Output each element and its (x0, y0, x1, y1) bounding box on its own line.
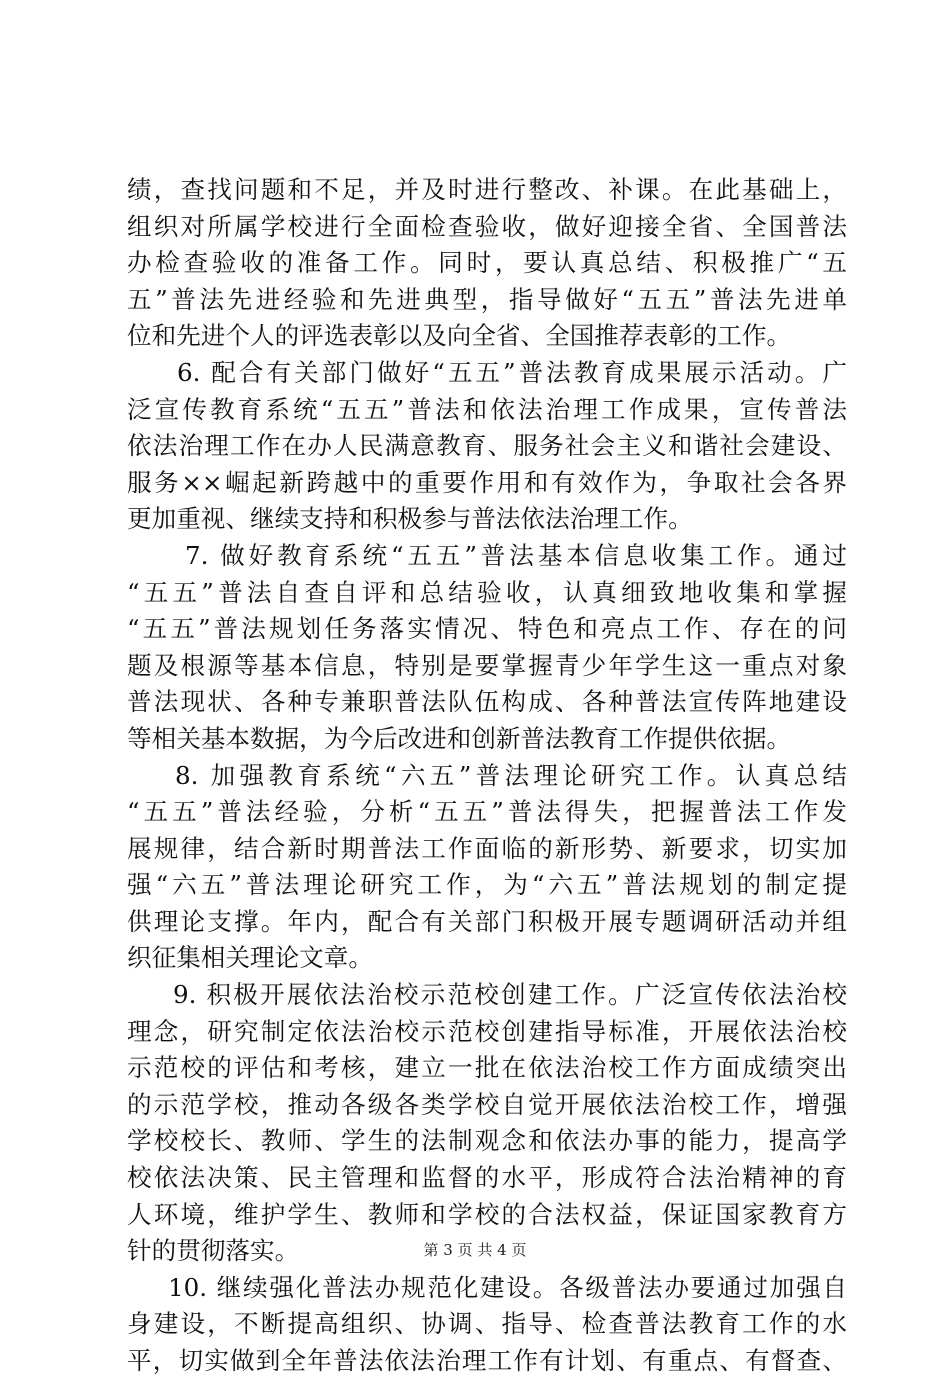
text-line: 更加重视、继续支持和积极参与普法依法治理工作。 (127, 504, 693, 534)
text-line: 理念，研究制定依法治校示范校创建指导标准，开展依法治校 (127, 1016, 847, 1046)
text-line: 供理论支撑。年内，配合有关部门积极开展专题调研活动并组 (127, 906, 847, 936)
text-line: 校依法决策、民主管理和监督的水平，形成符合法治精神的育 (127, 1163, 847, 1193)
page-number-footer: 第 3 页 共 4 页 (423, 1241, 527, 1259)
text-line: 身建设，不断提高组织、协调、指导、检查普法教育工作的水 (127, 1309, 847, 1339)
text-line: 泛宣传教育系统“五五”普法和依法治理工作成果，宣传普法 (127, 394, 847, 424)
text-line: 学校校长、教师、学生的法制观念和依法办事的能力，提高学 (127, 1126, 847, 1156)
text-line: 组织对所属学校进行全面检查验收，做好迎接全省、全国普法 (127, 211, 847, 241)
text-line: 绩，查找问题和不足，并及时进行整改、补课。在此基础上， (127, 175, 847, 204)
text-line: 织征集相关理论文章。 (127, 943, 373, 973)
text-line: 针的贯彻落实。 (127, 1236, 300, 1266)
paragraph-item-8-heading: 8. 加强教育系统“六五”普法理论研究工作。认真总结 (175, 760, 847, 790)
text-line: 办检查验收的准备工作。同时，要认真总结、积极推广“五 (127, 248, 847, 278)
paragraph-item-9-heading: 9. 积极开展依法治校示范校创建工作。广泛宣传依法治校 (173, 980, 847, 1010)
document-body (127, 172, 847, 1380)
text-line: 的示范学校，推动各级各类学校自觉开展依法治校工作，增强 (127, 1089, 847, 1119)
text-line: “五五”普法自查自评和总结验收，认真细致地收集和掌握 (127, 577, 847, 607)
text-line: 示范校的评估和考核，建立一批在依法治校工作方面成绩突出 (127, 1053, 847, 1083)
text-line: 位和先进个人的评选表彰以及向全省、全国推荐表彰的工作。 (127, 321, 792, 351)
paragraph-item-6-heading: 6. 配合有关部门做好“五五”普法教育成果展示活动。广 (177, 357, 847, 387)
text-line: 强“六五”普法理论研究工作，为“六五”普法规划的制定提 (127, 870, 847, 900)
text-line: 依法治理工作在办人民满意教育、服务社会主义和谐社会建设、 (127, 431, 847, 461)
text-line: “五五”普法规划任务落实情况、特色和亮点工作、存在的问 (127, 614, 847, 644)
text-line: 五”普法先进经验和先进典型，指导做好“五五”普法先进单 (127, 284, 847, 314)
text-line: 人环境，维护学生、教师和学校的合法权益，保证国家教育方 (127, 1199, 847, 1229)
paragraph-item-10-heading: 10. 继续强化普法办规范化建设。各级普法办要通过加强自 (168, 1272, 847, 1302)
text-line: 普法现状、各种专兼职普法队伍构成、各种普法宣传阵地建设 (127, 687, 847, 717)
text-line: 展规律，结合新时期普法工作面临的新形势、新要求，切实加 (127, 833, 847, 863)
paragraph-item-7-heading: 7. 做好教育系统“五五”普法基本信息收集工作。通过 (185, 540, 847, 570)
text-line: “五五”普法经验，分析“五五”普法得失，把握普法工作发 (127, 797, 847, 827)
text-line: 等相关基本数据，为今后改进和创新普法教育工作提供依据。 (127, 723, 792, 753)
text-line: 服务××崛起新跨越中的重要作用和有效作为，争取社会各界 (127, 467, 847, 497)
text-line: 题及根源等基本信息，特别是要掌握青少年学生这一重点对象 (127, 650, 847, 680)
text-line: 平，切实做到全年普法依法治理工作有计划、有重点、有督查、 (127, 1346, 847, 1375)
